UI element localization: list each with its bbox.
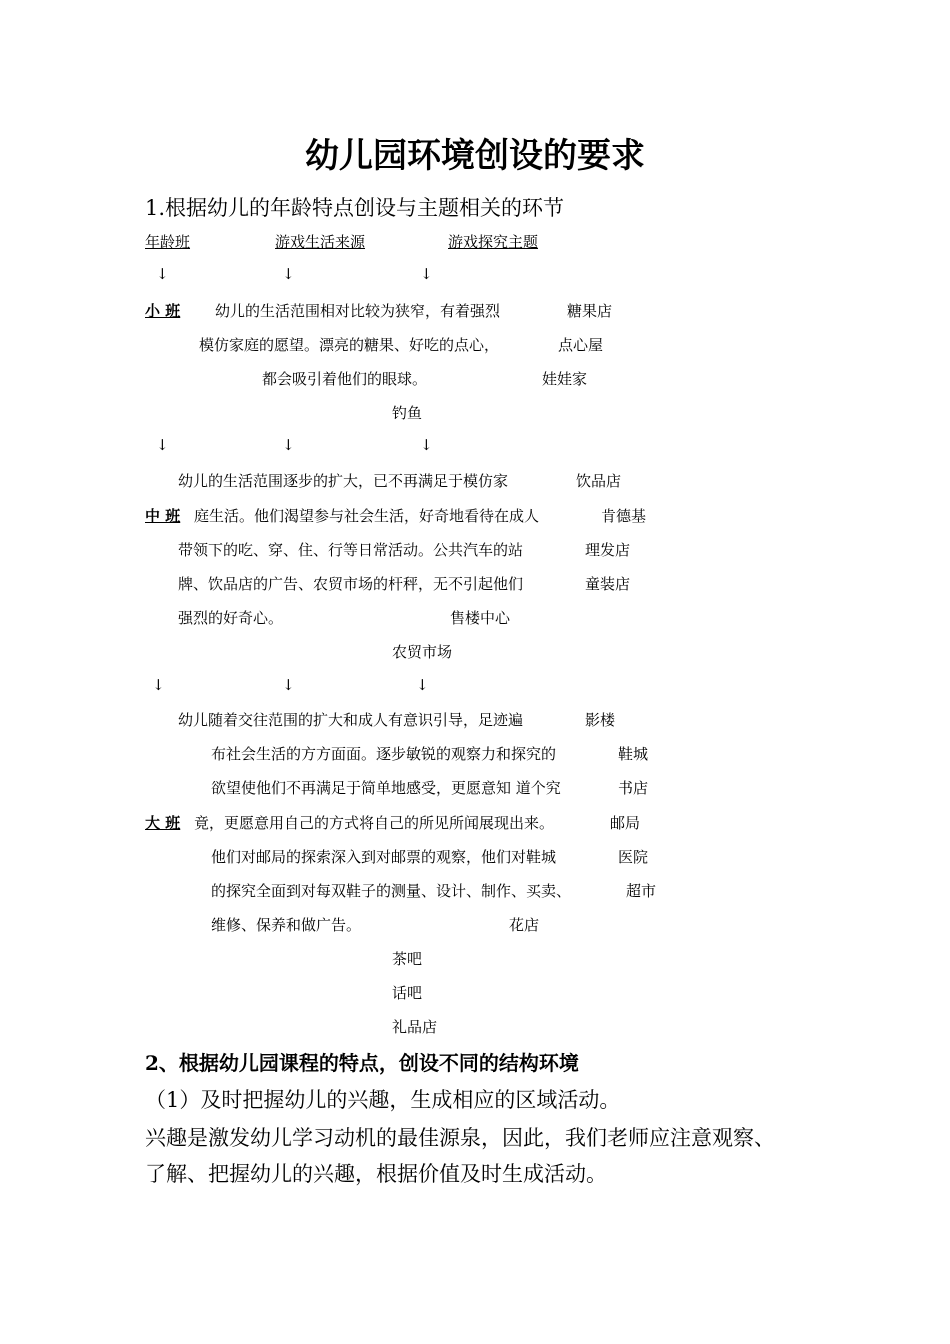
large-class-line: 欲望使他们不再满足于简单地感受，更愿意知 道个究 (211, 779, 561, 797)
middle-topic: 理发店 (585, 541, 631, 559)
section2-subheading: （1）及时把握幼儿的兴趣，生成相应的区域活动。 (145, 1088, 621, 1112)
large-topic: 书店 (618, 779, 649, 797)
middle-topic: 售楼中心 (450, 609, 511, 627)
middle-topic: 农贸市场 (392, 643, 453, 661)
middle-topic: 童装店 (585, 575, 631, 593)
large-topic: 鞋城 (618, 745, 649, 763)
large-class-line: 的探究全面到对每双鞋子的测量、设计、制作、买卖、 (211, 882, 572, 900)
large-topic: 医院 (618, 848, 649, 866)
arrow-icon: ↓ (416, 676, 429, 694)
small-class-line: 都会吸引着他们的眼球。 (262, 370, 428, 388)
section2-paragraph-line: 兴趣是激发幼儿学习动机的最佳源泉，因此，我们老师应注意观察、 (145, 1126, 775, 1150)
small-class-label: 小 班 (145, 302, 181, 320)
section2-paragraph-line: 了解、把握幼儿的兴趣，根据价值及时生成活动。 (145, 1162, 607, 1186)
middle-class-line: 幼儿的生活范围逐步的扩大，已不再满足于模仿家 (178, 472, 509, 490)
small-topic: 钓鱼 (392, 404, 423, 422)
middle-class-label: 中 班 (145, 507, 181, 525)
col-header-age: 年龄班 (145, 233, 191, 251)
arrow-icon: ↓ (420, 436, 433, 454)
arrow-icon: ↓ (282, 436, 295, 454)
large-topic: 话吧 (392, 984, 423, 1002)
small-topic: 糖果店 (567, 302, 613, 320)
large-class-line: 竟，更愿意用自己的方式将自己的所见所闻展现出来。 (194, 814, 555, 832)
large-topic: 影楼 (585, 711, 616, 729)
large-topic: 花店 (509, 916, 540, 934)
large-class-line: 幼儿随着交往范围的扩大和成人有意识引导，足迹遍 (178, 711, 524, 729)
arrow-icon: ↓ (156, 436, 169, 454)
arrow-icon: ↓ (152, 676, 165, 694)
large-topic: 礼品店 (392, 1018, 438, 1036)
large-topic: 邮局 (610, 814, 641, 832)
col-header-source: 游戏生活来源 (275, 233, 366, 251)
small-class-line: 幼儿的生活范围相对比较为狭窄，有着强烈 (215, 302, 501, 320)
page-title: 幼儿园环境创设的要求 (305, 136, 645, 176)
large-class-line: 他们对邮局的探索深入到对邮票的观察，他们对鞋城 (211, 848, 557, 866)
middle-class-line: 牌、饮品店的广告、农贸市场的杆秤，无不引起他们 (178, 575, 524, 593)
arrow-icon: ↓ (156, 265, 169, 283)
large-class-label: 大 班 (145, 814, 181, 832)
arrow-icon: ↓ (282, 265, 295, 283)
middle-class-line: 带领下的吃、穿、住、行等日常活动。公共汽车的站 (178, 541, 524, 559)
arrow-icon: ↓ (282, 676, 295, 694)
middle-topic: 饮品店 (576, 472, 622, 490)
large-class-line: 布社会生活的方方面面。逐步敏锐的观察力和探究的 (211, 745, 557, 763)
middle-class-line: 强烈的好奇心。 (178, 609, 284, 627)
middle-class-line: 庭生活。他们渴望参与社会生活，好奇地看待在成人 (194, 507, 540, 525)
middle-topic: 肯德基 (601, 507, 647, 525)
small-topic: 点心屋 (558, 336, 604, 354)
col-header-topic: 游戏探究主题 (448, 233, 539, 251)
section1-heading: 1.根据幼儿的年龄特点创设与主题相关的环节 (145, 196, 565, 220)
large-class-line: 维修、保养和做广告。 (211, 916, 362, 934)
large-topic: 茶吧 (392, 950, 423, 968)
large-topic: 超市 (626, 882, 657, 900)
small-topic: 娃娃家 (542, 370, 588, 388)
arrow-icon: ↓ (420, 265, 433, 283)
small-class-line: 模仿家庭的愿望。漂亮的糖果、好吃的点心， (199, 336, 500, 354)
section2-heading: 2、根据幼儿园课程的特点，创设不同的结构环境 (145, 1051, 579, 1075)
